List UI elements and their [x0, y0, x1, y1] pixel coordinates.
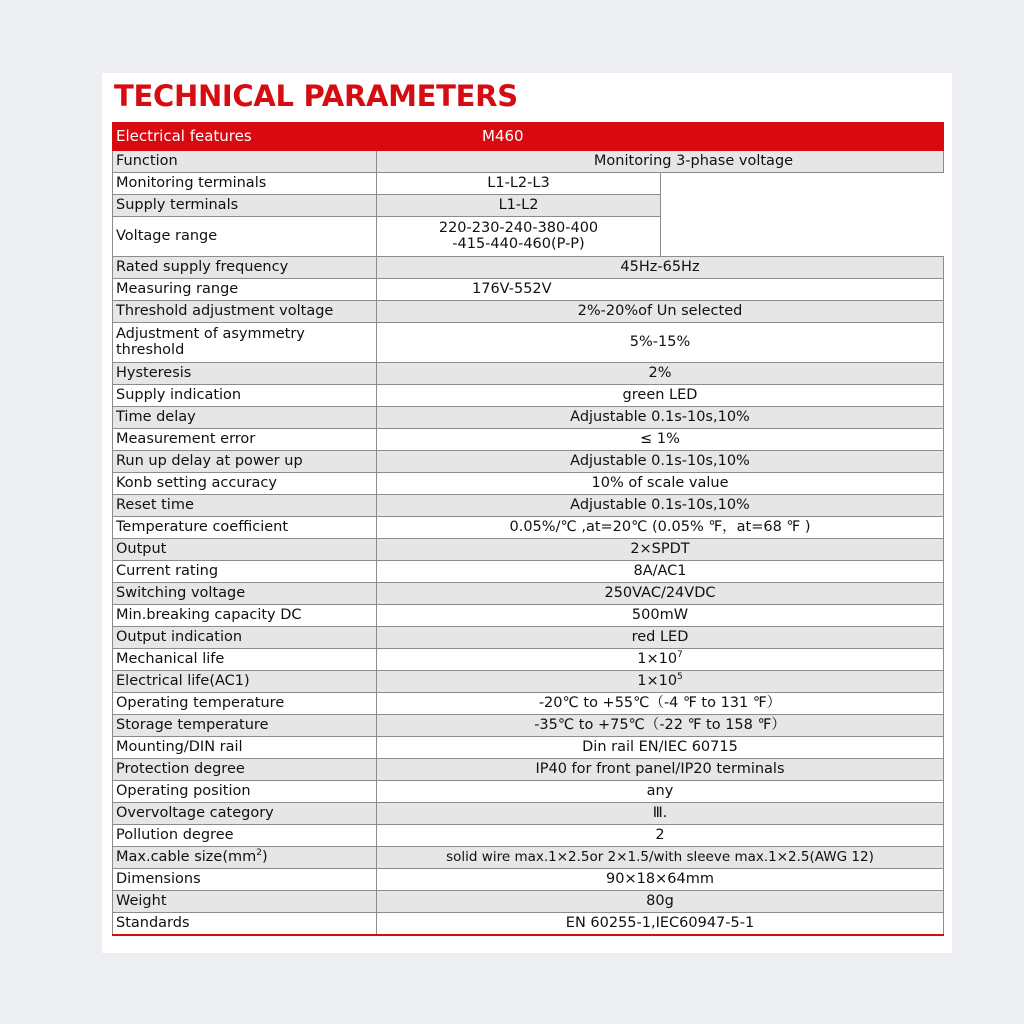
table-row [113, 891, 944, 913]
row-label: Standards [113, 913, 377, 935]
row-value: 2%-20%of Un selected [377, 301, 944, 323]
table-row [113, 385, 944, 407]
row-label: Reset time [113, 495, 377, 517]
row-label: Threshold adjustment voltage [113, 301, 377, 323]
voltage-range-line2: -415-440-460(P-P) [452, 235, 585, 252]
row-label: Min.breaking capacity DC [113, 605, 377, 627]
row-label: Electrical life(AC1) [113, 671, 377, 693]
row-label: Overvoltage category [113, 803, 377, 825]
row-value: any [377, 781, 944, 803]
row-label [113, 323, 377, 363]
row-label: Storage temperature [113, 715, 377, 737]
table-row [113, 301, 944, 323]
row-label: Monitoring terminals [113, 173, 377, 195]
value-base: 1×10 [637, 673, 678, 690]
row-label: Hysteresis [113, 363, 377, 385]
table-row [113, 279, 944, 301]
row-value: 45Hz-65Hz [377, 257, 944, 279]
table-row [113, 847, 944, 869]
table-row [113, 693, 944, 715]
row-label: Operating position [113, 781, 377, 803]
label-tail: ) [261, 849, 268, 866]
row-label: Mechanical life [113, 649, 377, 671]
row-value: EN 60255-1,IEC60947-5-1 [377, 913, 944, 935]
table-row [113, 627, 944, 649]
row-label: Operating temperature [113, 693, 377, 715]
row-value: Monitoring 3-phase voltage [377, 151, 944, 173]
row-value: green LED [377, 385, 944, 407]
row-value: 8A/AC1 [377, 561, 944, 583]
row-label: Switching voltage [113, 583, 377, 605]
row-label: Output [113, 539, 377, 561]
row-label: Voltage range [113, 217, 377, 257]
label-base: Max.cable size(mm [116, 849, 257, 866]
row-value: IP40 for front panel/IP20 terminals [377, 759, 944, 781]
row-label: Mounting/DIN rail [113, 737, 377, 759]
row-label: Weight [113, 891, 377, 913]
value-exponent: 5 [677, 672, 683, 683]
row-label: Function [113, 151, 377, 173]
row-label-line2: threshold [116, 341, 185, 358]
spec-sheet [102, 73, 952, 953]
row-value: Din rail EN/IEC 60715 [377, 737, 944, 759]
row-value: 500mW [377, 605, 944, 627]
row-value: 2×SPDT [377, 539, 944, 561]
row-label [113, 847, 377, 869]
row-label: Supply terminals [113, 195, 377, 217]
table-header [113, 123, 944, 151]
row-value: Adjustable 0.1s-10s,10% [377, 451, 944, 473]
table-row [113, 671, 944, 693]
table-row [113, 583, 944, 605]
row-value: 176V-552V [377, 279, 944, 301]
row-value [377, 649, 944, 671]
table-row [113, 495, 944, 517]
value-exponent: 7 [677, 650, 683, 661]
row-value: 10% of scale value [377, 473, 944, 495]
row-value: 2% [377, 363, 944, 385]
blank-cell [661, 173, 944, 257]
row-label: Output indication [113, 627, 377, 649]
table-row [113, 825, 944, 847]
row-label: Time delay [113, 407, 377, 429]
header-label: Electrical features [113, 123, 377, 151]
row-value: 250VAC/24VDC [377, 583, 944, 605]
row-label: Pollution degree [113, 825, 377, 847]
table-row [113, 473, 944, 495]
table-row [113, 451, 944, 473]
row-label: Konb setting accuracy [113, 473, 377, 495]
row-value [377, 217, 661, 257]
table-row [113, 257, 944, 279]
table-row [113, 429, 944, 451]
table-row [113, 605, 944, 627]
row-label: Run up delay at power up [113, 451, 377, 473]
spec-table [112, 122, 944, 936]
table-row [113, 323, 944, 363]
row-label: Rated supply frequency [113, 257, 377, 279]
voltage-range-line1: 220-230-240-380-400 [438, 220, 599, 237]
value-base: 1×10 [637, 651, 678, 668]
header-blank [661, 123, 944, 151]
table-row [113, 363, 944, 385]
table-row [113, 517, 944, 539]
row-value: Ⅲ. [377, 803, 944, 825]
row-value: 2 [377, 825, 944, 847]
row-value: -20℃ to +55℃（-4 ℉ to 131 ℉） [377, 693, 944, 715]
row-label: Supply indication [113, 385, 377, 407]
table-row [113, 715, 944, 737]
row-label: Protection degree [113, 759, 377, 781]
row-value: Adjustable 0.1s-10s,10% [377, 495, 944, 517]
row-label: Measurement error [113, 429, 377, 451]
row-value: 5%-15% [377, 323, 944, 363]
table-row [113, 737, 944, 759]
label-exponent: 2 [256, 848, 262, 859]
row-value: 0.05%/℃ ,at=20℃ (0.05% ℉，at=68 ℉ ) [377, 517, 944, 539]
table-row [113, 649, 944, 671]
row-value: Adjustable 0.1s-10s,10% [377, 407, 944, 429]
row-label: Current rating [113, 561, 377, 583]
row-label: Dimensions [113, 869, 377, 891]
row-value: L1-L2-L3 [377, 173, 661, 195]
row-value: 90×18×64mm [377, 869, 944, 891]
row-label: Measuring range [113, 279, 377, 301]
table-row [113, 561, 944, 583]
row-label-line1: Adjustment of asymmetry [116, 326, 305, 343]
table-row [113, 781, 944, 803]
table-row [113, 539, 944, 561]
header-model: M460 [377, 123, 661, 151]
row-value: ≤ 1% [377, 429, 944, 451]
page-title: TECHNICAL PARAMETERS [114, 79, 518, 113]
row-value: solid wire max.1×2.5or 2×1.5/with sleeve max.1×2.5(AWG 12) [377, 847, 944, 869]
row-value: -35℃ to +75℃（-22 ℉ to 158 ℉） [377, 715, 944, 737]
row-value: L1-L2 [377, 195, 661, 217]
table-row [113, 803, 944, 825]
row-value: red LED [377, 627, 944, 649]
row-value: 80g [377, 891, 944, 913]
row-value [377, 671, 944, 693]
table-row [113, 913, 944, 935]
table-row [113, 869, 944, 891]
table-row [113, 151, 944, 173]
row-label: Temperature coefficient [113, 517, 377, 539]
table-row [113, 407, 944, 429]
table-row [113, 759, 944, 781]
table-row [113, 173, 944, 195]
